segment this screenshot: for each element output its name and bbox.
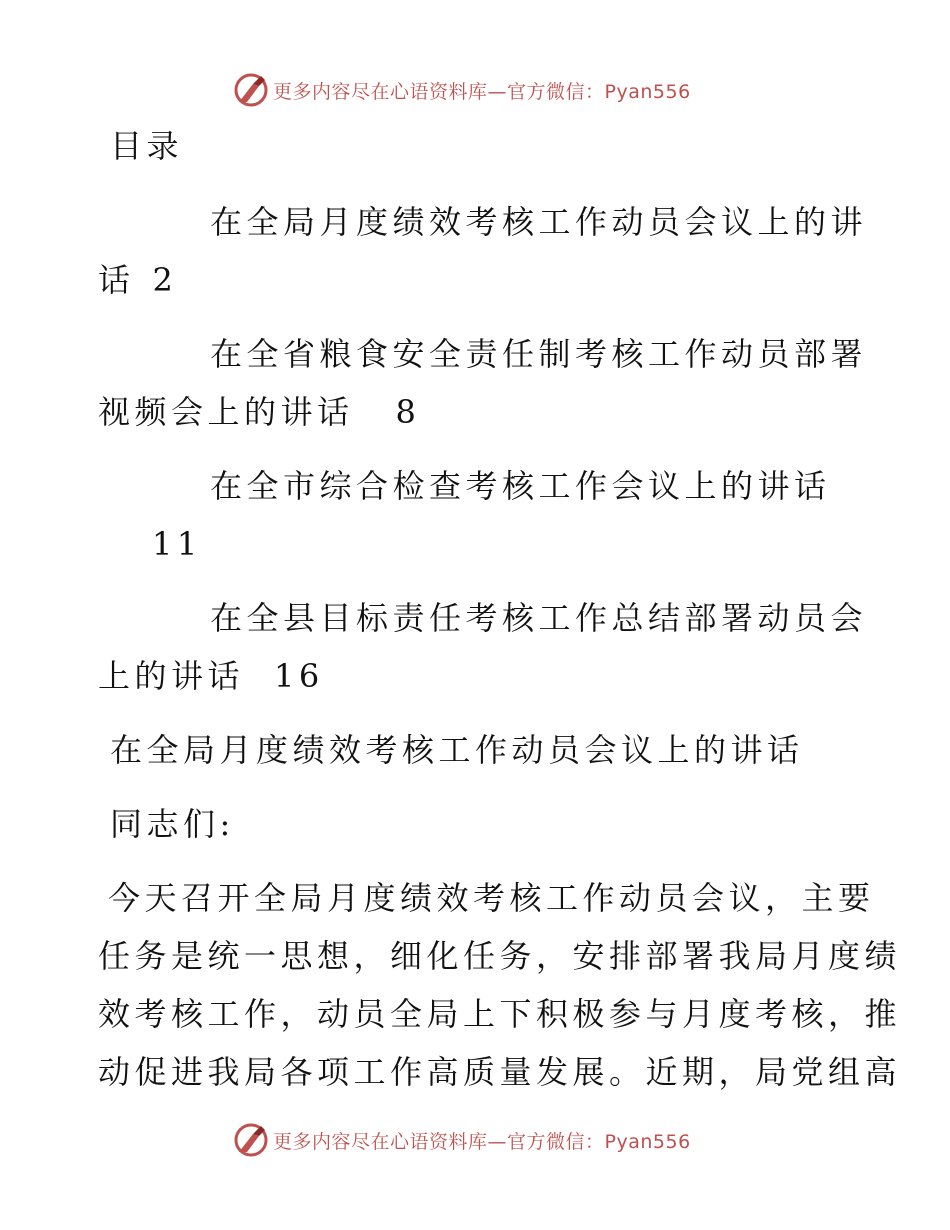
body-line-1: 今天召开全局月度绩效考核工作动员会议，主要	[108, 879, 875, 917]
toc-entry-1-page: 2	[152, 261, 178, 299]
watermark-footer	[233, 1120, 713, 1160]
toc-entry-4-line1[interactable]: 在全县目标责任考核工作总结部署动员会	[210, 599, 868, 637]
watermark-text: 更多内容尽在心语资料库—官方微信：Pyan556	[273, 1130, 691, 1153]
toc-entry-1-line2[interactable]	[98, 260, 177, 300]
toc-entry-4-title-end: 上的讲话	[98, 657, 245, 695]
body-line-3: 效考核工作，动员全局上下积极参与月度考核，推	[98, 995, 902, 1033]
toc-entry-4-page: 16	[274, 657, 324, 695]
body-line-4: 动促进我局各项工作高质量发展。近期，局党组高	[98, 1053, 902, 1091]
toc-heading: 目录	[110, 127, 184, 165]
toc-entry-1-line1[interactable]: 在全局月度绩效考核工作动员会议上的讲	[210, 203, 868, 241]
pen-logo-icon	[233, 72, 269, 108]
toc-entry-3-line1[interactable]: 在全市综合检查考核工作会议上的讲话	[210, 467, 831, 505]
toc-entry-2-title-end: 视频会上的讲话	[98, 393, 354, 431]
toc-entry-3-page[interactable]: 11	[152, 525, 202, 563]
toc-entry-4-line2[interactable]	[98, 656, 324, 696]
toc-entry-2-line1[interactable]: 在全省粮食安全责任制考核工作动员部署	[210, 335, 868, 373]
pen-logo-icon	[233, 1122, 269, 1158]
watermark-header	[233, 70, 713, 110]
toc-entry-2-line2[interactable]	[98, 392, 420, 432]
article-salutation: 同志们:	[110, 805, 235, 843]
watermark-text: 更多内容尽在心语资料库—官方微信：Pyan556	[273, 80, 691, 103]
article-title: 在全局月度绩效考核工作动员会议上的讲话	[110, 731, 804, 769]
toc-entry-2-page: 8	[395, 393, 421, 431]
toc-entry-1-title-end: 话	[98, 261, 135, 299]
body-line-2: 任务是统一思想，细化任务，安排部署我局月度绩	[98, 937, 902, 975]
